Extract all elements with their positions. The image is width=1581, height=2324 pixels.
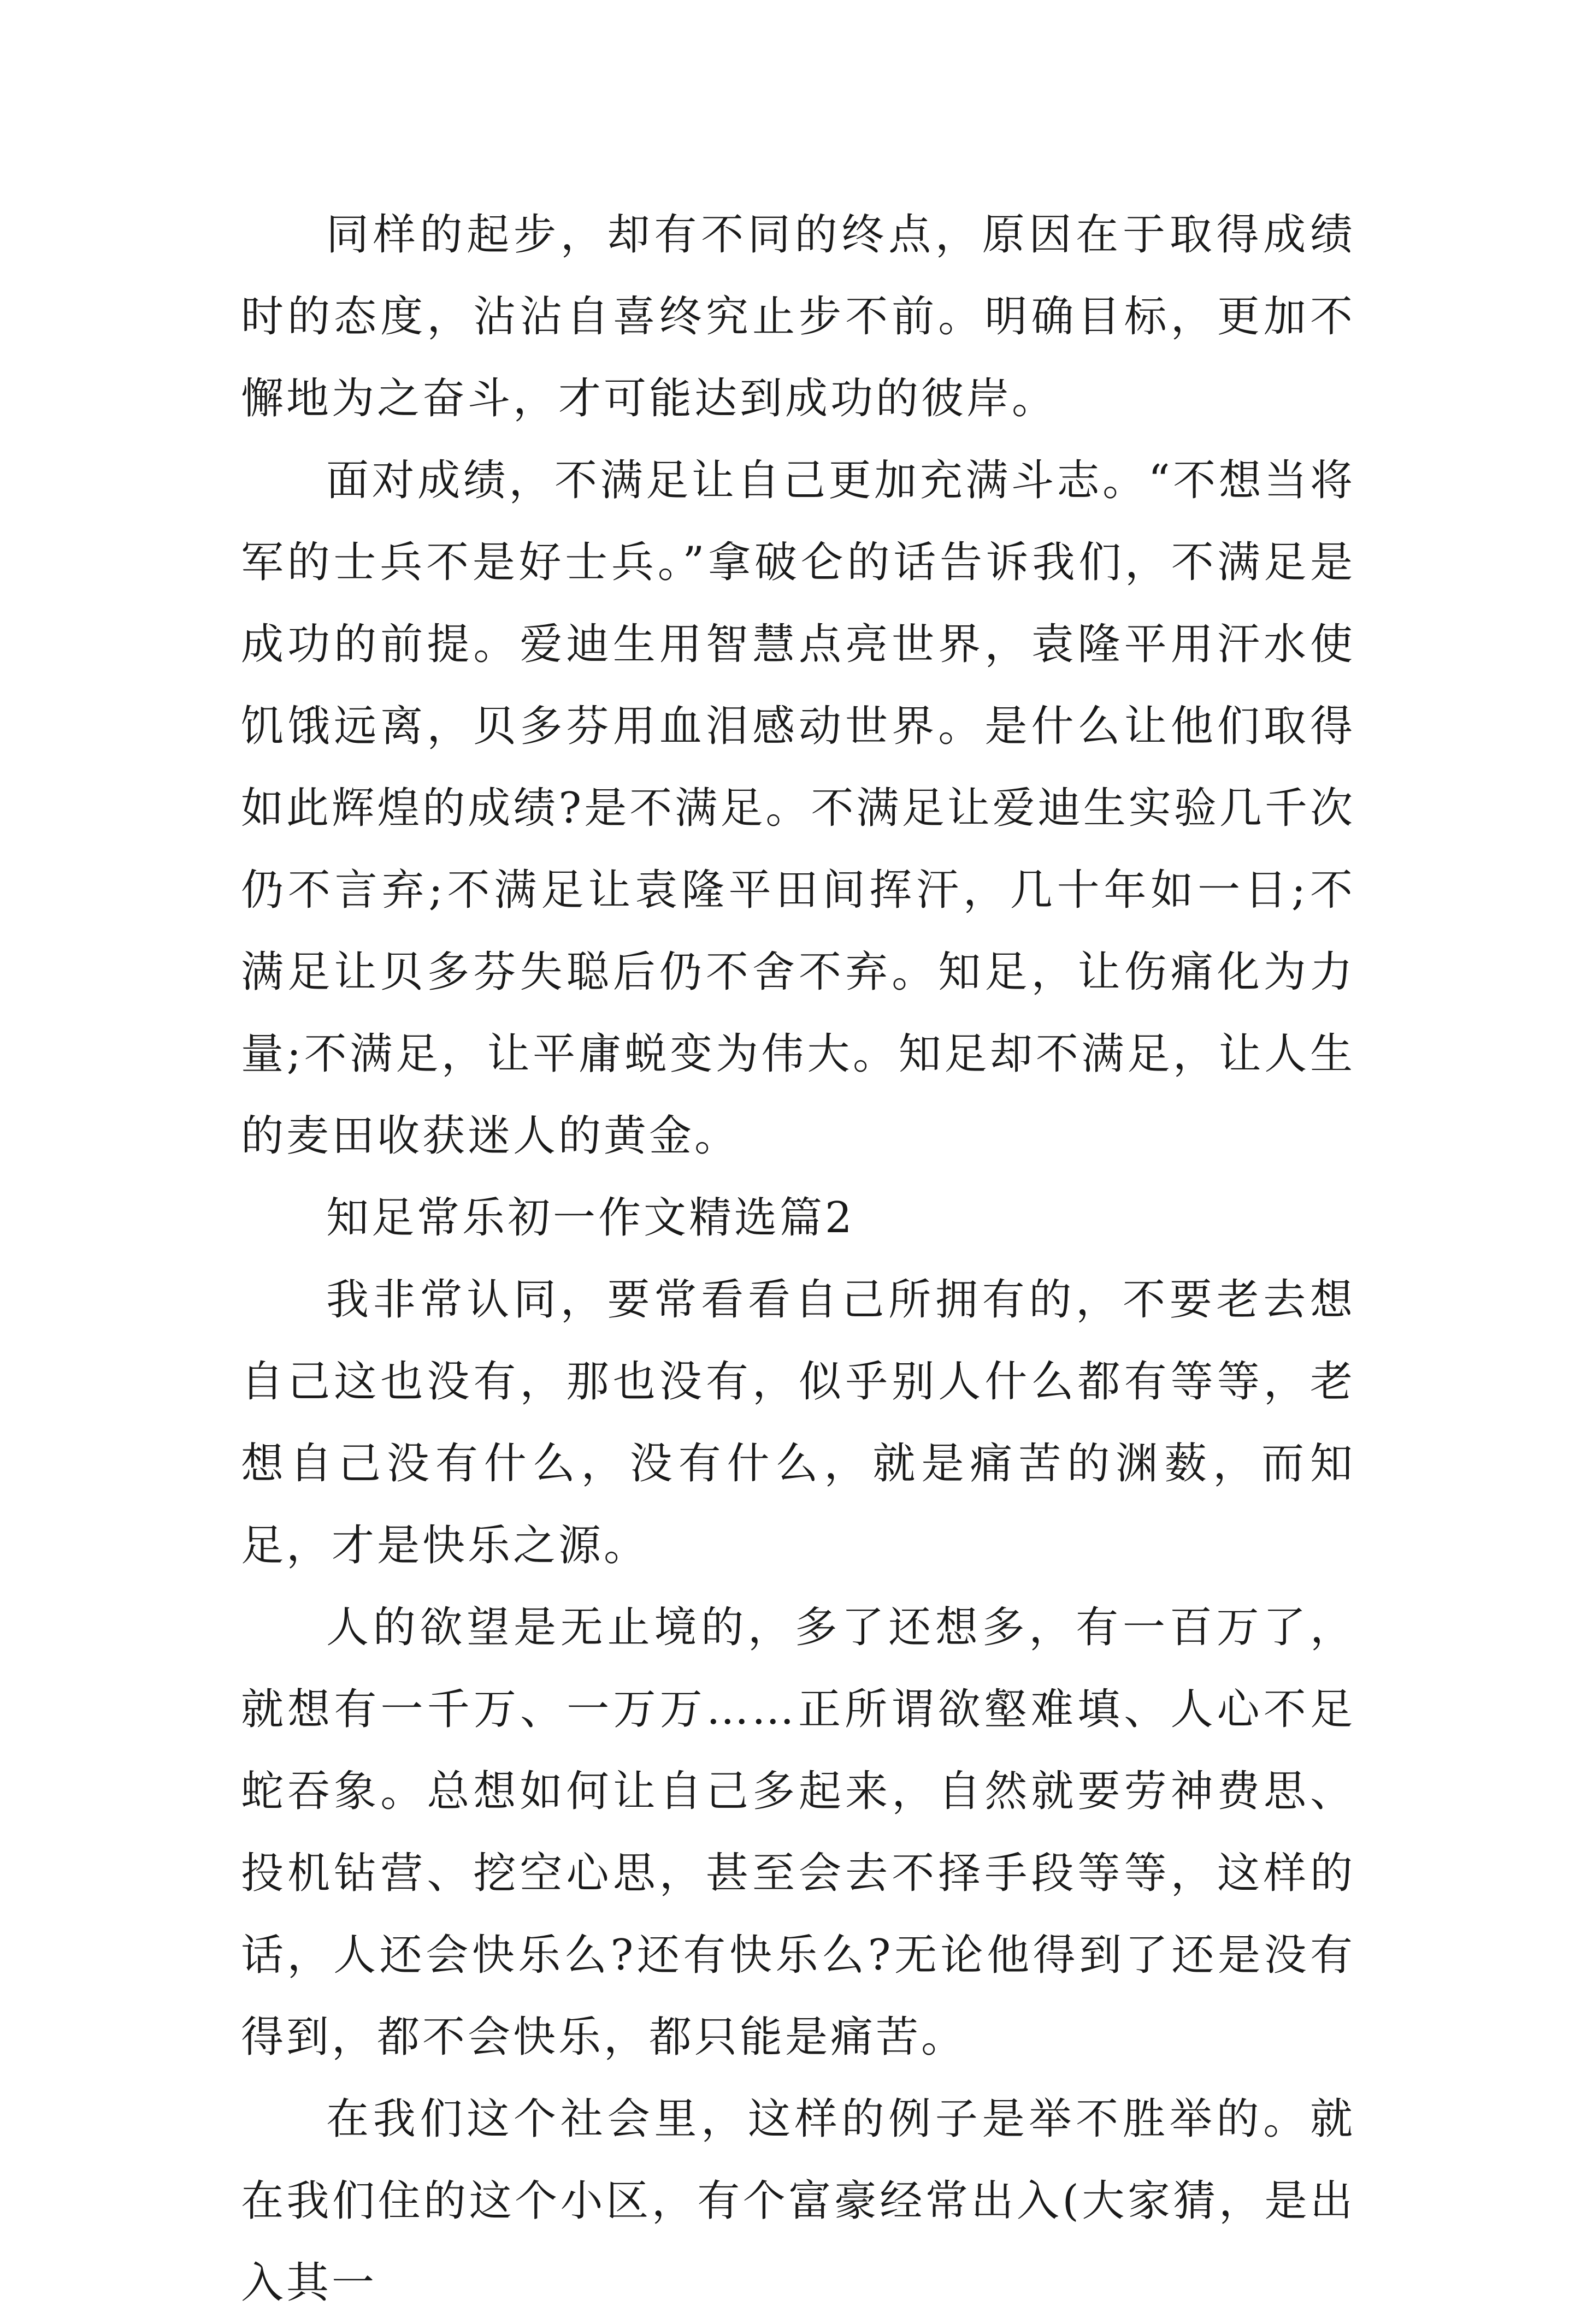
paragraph-3: 我非常认同，要常看看自己所拥有的，不要老去想自己这也没有，那也没有，似乎别人什么都有等等，老想自己没有什么，没有什么，就是痛苦的渊薮，而知足，才是快乐之源。 bbox=[241, 1275, 1355, 1570]
paragraph-5: 在我们这个社会里，这样的例子是举不胜举的。就在我们住的这个小区，有个富豪经常出入(大家猜，是出入其一 bbox=[241, 2095, 1355, 2308]
section-heading: 知足常乐初一作文精选篇2 bbox=[326, 1193, 855, 1243]
document-body bbox=[241, 194, 1355, 2324]
paragraph-4: 人的欲望是无止境的，多了还想多，有一百万了，就想有一千万、一万万……正所谓欲壑难填、人心不足蛇吞象。总想如何让自己多起来，自然就要劳神费思、投机钻营、挖空心思，甚至会去不择手段等等，这样的话，人还会快乐么?还有快乐么?无论他得到了还是没有得到，都不会快乐，都只能是痛苦。 bbox=[241, 1603, 1355, 2062]
paragraph-2: 面对成绩，不满足让自己更加充满斗志。“不想当将军的士兵不是好士兵。”拿破仑的话告诉我们，不满足是成功的前提。爱迪生用智慧点亮世界，袁隆平用汗水使饥饿远离，贝多芬用血泪感动世界。是什么让他们取得如此辉煌的成绩?是不满足。不满足让爱迪生实验几千次仍不言弃;不满足让袁隆平田间挥汗，几十年如一日;不满足让贝多芬失聪后仍不舍不弃。知足，让伤痛化为力量;不满足，让平庸蜕变为伟大。知足却不满足，让人生的麦田收获迷人的黄金。 bbox=[241, 456, 1355, 1161]
paragraph-1: 同样的起步，却有不同的终点，原因在于取得成绩时的态度，沾沾自喜终究止步不前。明确目标，更加不懈地为之奋斗，才可能达到成功的彼岸。 bbox=[241, 210, 1355, 423]
